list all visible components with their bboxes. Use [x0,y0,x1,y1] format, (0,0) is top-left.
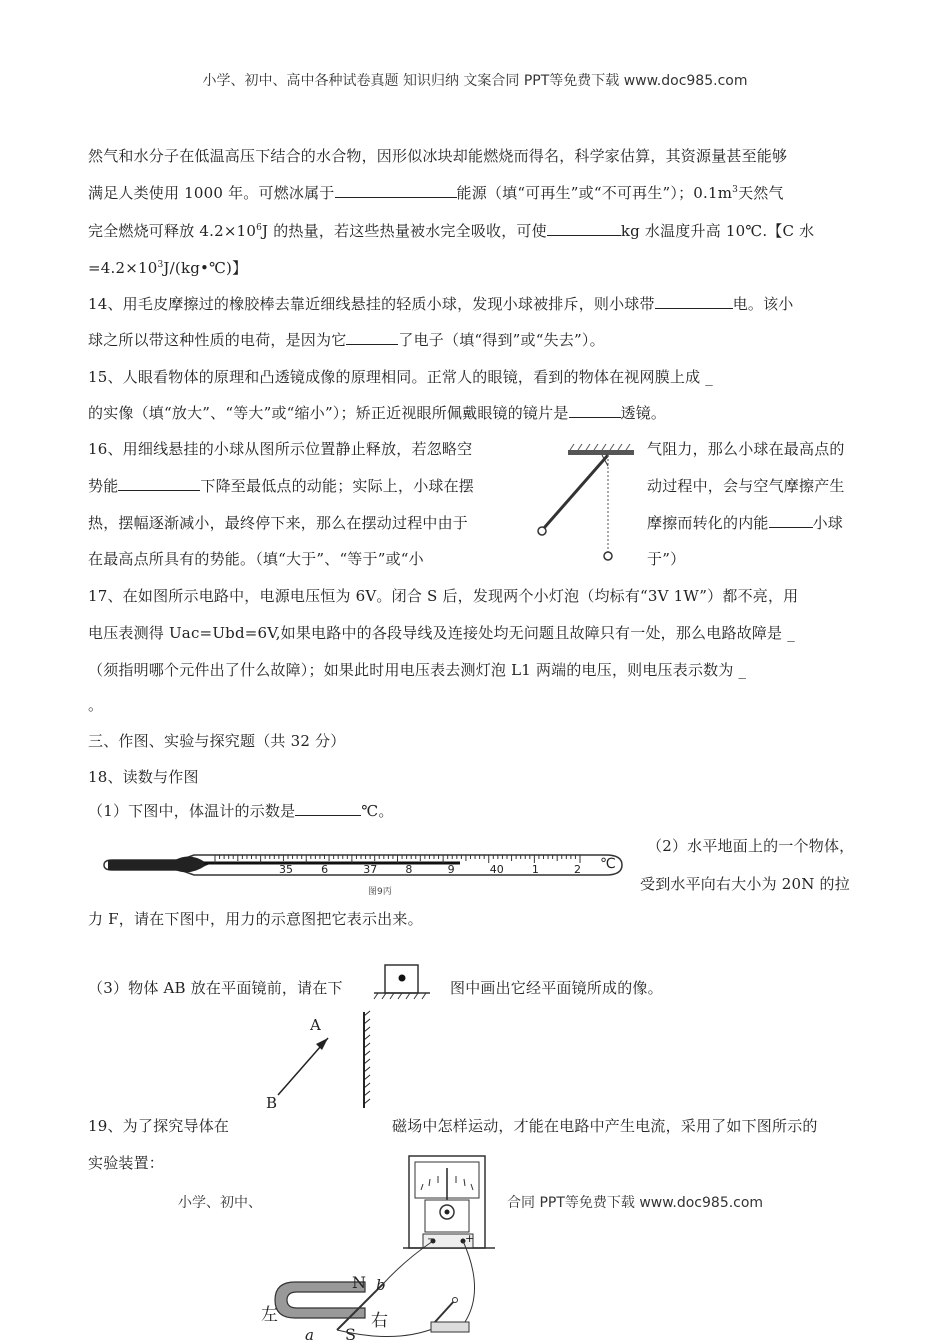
north-pole-label: N [352,1273,366,1292]
q16-line-2-left [88,476,474,496]
q18-part-3-right: 图中画出它经平面镜所成的像。 [450,979,663,997]
answer-blank[interactable] [655,294,733,309]
label-a-end: a [305,1326,314,1344]
q16-text: 势能 [88,477,119,495]
q14-text: 球之所以带这种性质的电荷，是因为它 [88,331,347,349]
figure-caption: 图9丙 [368,887,392,897]
q13-text: J 的热量，若这些热量被水完全吸收，可使 [262,222,547,240]
q16-line-4-right: 于”） [647,550,686,568]
q15-text: 的实像（填“放大”、“等大”或“缩小”）；矫正近视眼所佩戴眼镜的镜片是 [88,404,569,422]
page-header [0,70,950,90]
label-b: B [266,1094,278,1112]
q13-line-4 [88,258,247,278]
thermometer-bulb [108,860,175,870]
q18-text: ℃。 [361,802,394,820]
q16-text: 下降至最低点的动能；实际上，小球在摆 [200,477,475,495]
q16-text: 小球 [812,514,844,532]
superscript: 3 [732,185,739,195]
q19-line-1-right: 磁场中怎样运动，才能在电路中产生电流，采用了如下图所示的 [392,1117,818,1135]
left-direction-label: 左 [261,1305,278,1325]
answer-blank[interactable] [769,513,813,528]
thermometer-unit: ℃ [600,856,616,872]
answer-blank[interactable] [335,183,457,198]
q17-line-2: 电压表测得 Uac=Ubd=6V,如果电路中的各段导线及连接处均无问题且故障只有一处，那么电路故障是 _ [88,624,795,642]
q18-part-2-line-2: 受到水平向右大小为 20N 的拉 [640,875,850,893]
q14-text: 了电子（填“得到”或“失去”）。 [398,331,605,349]
label-a: A [310,1016,321,1034]
q16-line-2-right: 动过程中，会与空气摩擦产生 [647,477,845,495]
center-dot [399,975,406,982]
q13-text: 能源（填“可再生”或“不可再生”）；0.1m [456,184,733,202]
label-b-end: b [376,1276,386,1294]
wire-to-switch [463,1241,475,1322]
ceiling-hatching [570,444,630,450]
q18-text: （1）下图中，体温计的示数是 [88,802,296,820]
ground-hatching [374,993,426,999]
tick-label: 2 [574,863,581,876]
q18-part-3-left: （3）物体 AB 放在平面镜前，请在下 [88,979,343,997]
q13-text: 满足人类使用 1000 年。可燃冰属于 [88,184,335,202]
q13-line-3 [88,221,814,241]
ceiling-support [568,450,634,455]
q14-text: 14、用毛皮摩擦过的橡胶棒去靠近细线悬挂的轻质小球，发现小球被排斥，则小球带 [88,295,655,313]
section-3-title: 三、作图、实验与探究题（共 32 分） [88,732,346,750]
q13-text: =4.2×10 [88,259,158,277]
footer-text-right: 合同 PPT等免费下载 www.doc985.com [507,1195,764,1211]
q17-line-1: 17、在如图所示电路中，电源电压恒为 6V。闭合 S 后，发现两个小灯泡（均标有“3V 1W”）都不亮，用 [88,587,799,605]
q16-line-1-left: 16、用细线悬挂的小球从图所示位置静止释放，若忽略空 [88,440,473,458]
thermometer-figure [100,838,630,898]
tick-label: 9 [447,863,455,876]
q15-line-1: 15、人眼看物体的原理和凸透镜成像的原理相同。正常人的眼镜，看到的物体在视网膜上成 _ [88,368,713,386]
right-direction-label: 右 [371,1311,388,1331]
tick-label: 6 [321,863,329,876]
plus-label: + [465,1232,475,1245]
q16-line-3-left: 热，摆幅逐渐减小，最终停下来，那么在摆动过程中由于 [88,514,469,532]
answer-blank[interactable] [295,801,361,816]
rest-position-ball [604,552,612,560]
tick-label: 35 [279,863,293,876]
q18-title: 18、读数与作图 [88,768,199,786]
south-pole-label: S [345,1325,356,1344]
q13-line-1: 然气和水分子在低温高压下结合的水合物，因形似冰块却能燃烧而得名，科学家估算，其资源量甚至能够 [88,147,788,165]
superscript: 6 [256,223,263,233]
q16-line-1-right: 气阻力，那么小球在最高点的 [647,440,845,458]
q13-text: 完全燃烧可释放 4.2×10 [88,222,257,240]
switch-blade [435,1300,455,1322]
header-text: 小学、初中、高中各种试卷真题 知识归纳 文案合同 PPT等免费下载 www.doc985.com [202,73,748,89]
superscript: 3 [157,260,164,270]
q18-part-2-line-1: （2）水平地面上的一个物体， [647,837,855,855]
q15-text: 透镜。 [620,404,667,422]
pendulum-ball [538,527,546,535]
q13-line-2 [88,183,784,203]
q18-part-2-line-3: 力 F，请在下图中，用力的示意图把它表示出来。 [88,910,423,928]
tick-label: 37 [363,863,378,876]
q17-line-3: （须指明哪个元件出了什么故障）；如果此时用电压表去测灯泡 L1 两端的电压，则电压表示数为 _ [88,661,747,679]
answer-blank[interactable] [118,476,200,491]
tick-label: 40 [489,863,504,876]
mirror-figure [258,1010,388,1115]
q13-text: kg 水温度升高 10℃.【C 水 [620,222,815,240]
arrow-head [316,1038,328,1050]
q16-line-4-left: 在最高点所具有的势能。（填“大于”、“等于”或“小 [88,550,424,568]
pendulum-figure [530,440,640,570]
switch-handle [453,1298,458,1303]
q18-part-1 [88,801,394,821]
q16-text: 摩擦而转化的内能 [647,514,769,532]
q17-line-4: 。 [88,696,104,714]
induction-apparatus-figure [255,1150,515,1344]
galvanometer [403,1156,495,1248]
switch-base [431,1322,469,1332]
minus-label: − [427,1234,436,1245]
q19-line-2: 实验装置： [88,1154,165,1172]
answer-blank[interactable] [569,403,621,418]
q13-text: 天然气 [738,184,784,202]
box-on-ground-figure [372,962,432,1004]
tick-label: 1 [531,863,539,876]
q19-line-1-left: 19、为了探究导体在 [88,1117,230,1135]
answer-blank[interactable] [547,221,621,236]
pendulum-string [544,455,608,528]
q14-text: 电。该小 [732,295,794,313]
q15-line-2 [88,403,666,423]
tick-label: 8 [405,863,413,876]
q16-line-3-right [647,513,843,533]
footer-text-left: 小学、初中、 [178,1195,262,1211]
q13-text: J/(kg•℃)】 [163,259,248,277]
q14-line-1 [88,294,794,314]
answer-blank[interactable] [346,330,398,345]
q14-line-2 [88,330,605,350]
